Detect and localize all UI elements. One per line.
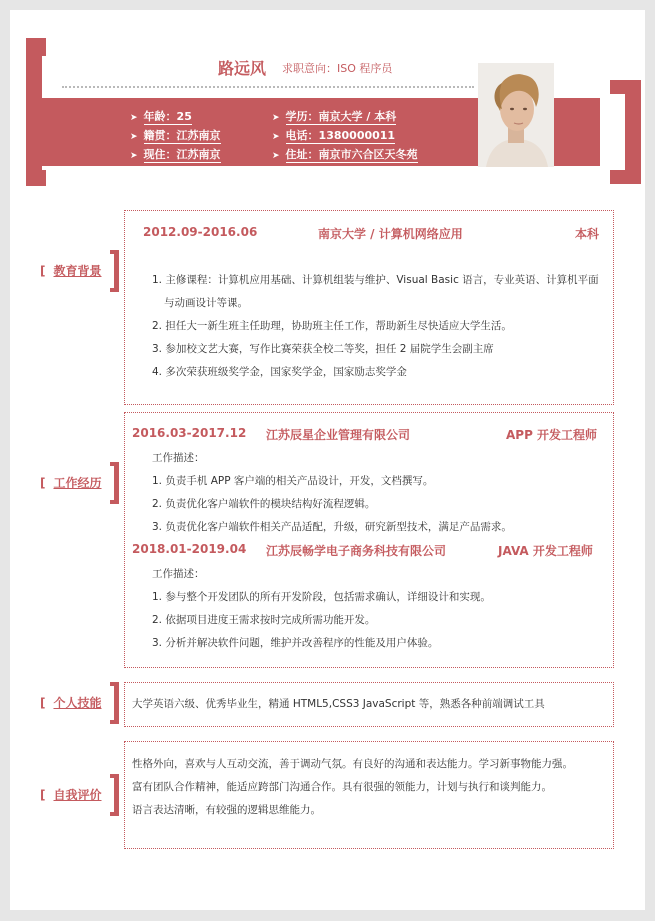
section-title-skills: [ 个人技能 <box>40 696 102 710</box>
bracket-left: [ <box>40 788 46 802</box>
header-dotted-divider <box>62 86 474 88</box>
job-item: 3. 分析并解决软件问题，维护并改善程序的性能及用户体验。 <box>152 637 439 649</box>
info-phone: ➤ 电话：1380000011 <box>272 129 396 142</box>
job-desc-label: 工作描述： <box>152 452 205 464</box>
bracket-left: [ <box>40 264 46 278</box>
education-item: 3. 参加校文艺大赛，写作比赛荣获全校二等奖，担任 2 届院学生会副主席 <box>152 343 494 355</box>
education-item: 与动画设计等课。 <box>164 297 248 309</box>
job-date: 2018.01-2019.04 <box>132 542 247 556</box>
self-line: 语言表达清晰，有较强的逻辑思维能力。 <box>132 804 321 816</box>
bracket-left: [ <box>40 476 46 490</box>
right-bracket-vertical <box>625 80 641 184</box>
skills-text: 大学英语六级、优秀毕业生，精通 HTML5,CSS3 JavaScript 等，熟悉各种前端调试工具 <box>132 698 545 710</box>
section-bracket-education <box>114 250 119 292</box>
education-degree: 本科 <box>575 227 600 241</box>
self-line: 性格外向，喜欢与人互动交流，善于调动气氛。有良好的沟通和表达能力。学习新事物能力强。 <box>132 758 573 770</box>
arrow-icon: ➤ <box>272 132 280 142</box>
education-item: 1. 主修课程：计算机应用基础、计算机组装与维护、Visual Basic 语言，专业英语、计算机平面 <box>152 274 599 286</box>
job-company: 江苏辰畅学电子商务科技有限公司 <box>266 544 447 558</box>
section-bracket-work <box>114 462 119 504</box>
left-bracket-top <box>26 38 46 56</box>
arrow-icon: ➤ <box>272 151 280 161</box>
info-education: ➤ 学历：南京大学 / 本科 <box>272 110 397 123</box>
arrow-icon: ➤ <box>272 113 280 123</box>
section-title-work: [ 工作经历 <box>40 476 102 490</box>
job-position: APP 开发工程师 <box>506 428 598 442</box>
education-item: 2. 担任大一新生班主任助理，协助班主任工作，帮助新生尽快适应大学生活。 <box>152 320 512 332</box>
section-bracket-skills <box>114 682 119 724</box>
bracket-left: [ <box>40 696 46 710</box>
job-item: 3. 负责优化客户端软件相关产品适配，升级，研究新型技术，满足产品需求。 <box>152 521 512 533</box>
profile-photo <box>478 63 554 167</box>
job-item: 1. 负责手机 APP 客户端的相关产品设计，开发，文档撰写。 <box>152 475 434 487</box>
job-position: JAVA 开发工程师 <box>498 544 593 558</box>
left-bracket-bottom <box>26 170 46 186</box>
job-date: 2016.03-2017.12 <box>132 426 247 440</box>
job-desc-label: 工作描述： <box>152 568 205 580</box>
job-item: 2. 依据项目进度王需求按时完成所需功能开发。 <box>152 614 376 626</box>
right-bracket-bottom <box>610 170 640 184</box>
info-current-residence: ➤ 现住：江苏南京 <box>130 148 221 161</box>
info-age: ➤ 年龄：25 <box>130 110 192 123</box>
portrait-image <box>478 63 554 167</box>
section-title-education: [ 教育背景 <box>40 264 102 278</box>
candidate-name: 路远风 <box>218 59 267 78</box>
info-address: ➤ 住址：南京市六合区天冬苑 <box>272 148 418 161</box>
info-native-place: ➤ 籍贯：江苏南京 <box>130 129 221 142</box>
education-school: 南京大学 / 计算机网络应用 <box>318 227 463 241</box>
arrow-icon: ➤ <box>130 151 138 161</box>
education-date: 2012.09-2016.06 <box>143 225 258 239</box>
job-item: 2. 负责优化客户端软件的模块结构好流程逻辑。 <box>152 498 376 510</box>
arrow-icon: ➤ <box>130 132 138 142</box>
job-intent: 求职意向：ISO 程序员 <box>282 62 393 75</box>
right-bracket-top <box>610 80 640 94</box>
self-line: 富有团队合作精神，能适应跨部门沟通合作。具有很强的领能力，计划与执行和谈判能力。 <box>132 781 552 793</box>
section-title-self: [ 自我评价 <box>40 788 102 802</box>
job-company: 江苏辰星企业管理有限公司 <box>266 428 411 442</box>
arrow-icon: ➤ <box>130 113 138 123</box>
job-item: 1. 参与整个开发团队的所有开发阶段，包括需求确认，详细设计和实现。 <box>152 591 491 603</box>
education-item: 4. 多次荣获班级奖学金，国家奖学金，国家励志奖学金 <box>152 366 407 378</box>
section-bracket-self <box>114 774 119 816</box>
